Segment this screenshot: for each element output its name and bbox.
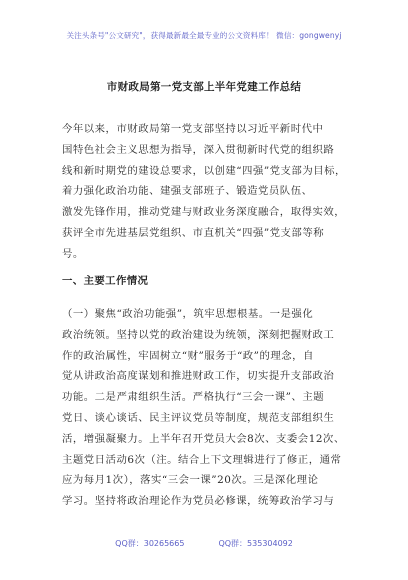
section-heading: 一、主要工作情况 — [62, 275, 149, 287]
paragraph-line: 觉从讲政治高度谋划和推进财政工作，切实提升支部政治 — [62, 370, 335, 383]
paragraph-line: 主题党日活动6次（注。结合上下文理辑进行了修正，通常 — [62, 453, 342, 466]
paragraph-line: 党日、谈心谈话、民主评议党员等制度，规范支部组织生 — [62, 411, 335, 424]
section-paragraph — [62, 304, 352, 512]
paragraph-line: 今年以来，市财政局第一党支部坚持以习近平新时代中 — [62, 123, 324, 135]
intro-paragraph — [62, 119, 352, 265]
paragraph-line: 号。 — [62, 247, 84, 260]
paragraph-line: 应为每月1次），落实“三会一课”20次。三是深化理论 — [62, 474, 319, 487]
paragraph-line: 国特色社会主义思想为指导，深入贯彻新时代党的组织路 — [62, 143, 335, 156]
footer-contact — [0, 538, 408, 549]
qq-group-2: QQ群：535304092 — [218, 539, 293, 548]
paragraph-line: 政治统领。坚持以党的政治建设为统领，深刻把握财政工 — [62, 328, 335, 341]
paragraph-line: （一）聚焦“政治功能强”，筑牢思想根基。一是强化 — [62, 308, 314, 320]
paragraph-line: 功能。二是严肃组织生活。严格执行“三会一课”、主题 — [62, 391, 325, 404]
paragraph-line: 激发先锋作用，推动党建与财政业务深度融合，取得实效， — [62, 206, 346, 219]
paragraph-line: 线和新时期党的建设总要求，以创建“四强”党支部为目标， — [62, 164, 346, 177]
paragraph-line: 学习。坚持将政治理论作为党员必修课，统筹政治学习与 — [62, 495, 335, 508]
header-note: 关注头条号"公文研究"，获得最新最全最专业的公文资料库！ 微信：gongwenyj — [66, 31, 342, 40]
paragraph-line: 活，增强凝聚力。上半年召开党员大会8次、支委会12次、 — [62, 432, 345, 445]
paragraph-line: 着力强化政治功能、建强支部班子、锻造党员队伍、 — [62, 185, 313, 198]
paragraph-line: 获评全市先进基层党组织、市直机关“四强”党支部等称 — [62, 226, 325, 239]
paragraph-line: 作的政治属性，牢固树立“财”服务于“政”的理念，自 — [62, 349, 314, 362]
document-title: 市财政局第一党支部上半年党建工作总结 — [106, 81, 302, 93]
qq-group-1: QQ群：30265665 — [115, 539, 185, 548]
